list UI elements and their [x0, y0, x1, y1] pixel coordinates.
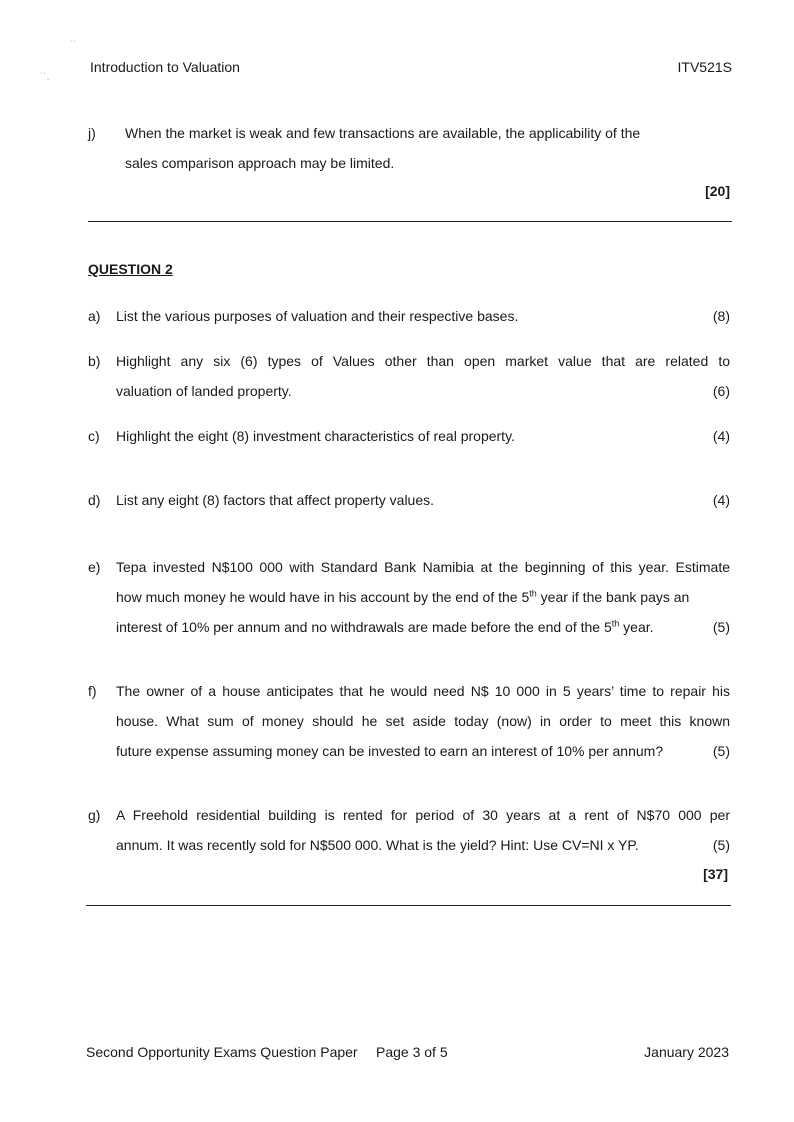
item-label: g): [88, 807, 101, 823]
question-2-total: [37]: [703, 866, 728, 882]
item-marks: (8): [712, 308, 730, 324]
item-label: e): [88, 559, 101, 575]
footer-date: January 2023: [644, 1044, 729, 1060]
item-text-line: A Freehold residential building is rented for period of 30 years at a rent of N$70 000 per: [116, 807, 730, 823]
item-label: f): [88, 683, 97, 699]
item-marks: (5): [712, 743, 730, 759]
scan-speck: ˙˙: [70, 40, 77, 51]
item-text-line: List the various purposes of valuation and their respective bases.: [116, 308, 519, 324]
item-text-line: interest of 10% per annum and no withdrawals are made before the end of the 5th year.: [116, 618, 654, 635]
item-text-line: house. What sum of money should he set aside today (now) in order to meet this known: [116, 713, 730, 729]
item-marks: (5): [712, 837, 730, 853]
item-label: b): [88, 353, 101, 369]
course-title: Introduction to Valuation: [90, 59, 240, 75]
item-text-line: Highlight the eight (8) investment characteristics of real property.: [116, 428, 515, 444]
section-divider: [88, 221, 732, 222]
item-text-line: how much money he would have in his account by the end of the 5th year if the bank pays an: [116, 588, 690, 605]
section-divider: [86, 905, 731, 906]
item-text-line: future expense assuming money can be invested to earn an interest of 10% per annum?: [116, 743, 664, 759]
item-text-line: sales comparison approach may be limited.: [125, 155, 395, 171]
item-marks: (4): [712, 492, 730, 508]
item-text-line: Tepa invested N$100 000 with Standard Bank Namibia at the beginning of this year. Estimate: [116, 559, 730, 575]
item-marks: (4): [712, 428, 730, 444]
item-text-line: Highlight any six (6) types of Values other than open market value that are related to: [116, 353, 730, 369]
scan-speck: ˙˙.: [40, 72, 50, 83]
footer-page-number: Page 3 of 5: [376, 1044, 448, 1060]
footer-exam-title: Second Opportunity Exams Question Paper: [86, 1044, 358, 1060]
item-label: d): [88, 492, 101, 508]
item-label: c): [88, 428, 100, 444]
item-text-line: valuation of landed property.: [116, 383, 292, 399]
question-1-total: [20]: [705, 183, 730, 199]
item-text-line: The owner of a house anticipates that he would need N$ 10 000 in 5 years’ time to repair his: [116, 683, 730, 699]
item-text-line: When the market is weak and few transactions are available, the applicability of the: [125, 125, 641, 141]
question-2-heading: QUESTION 2: [88, 261, 173, 277]
item-marks: (6): [712, 383, 730, 399]
item-text-line: List any eight (8) factors that affect property values.: [116, 492, 435, 508]
item-marks: (5): [712, 619, 730, 635]
item-text-line: annum. It was recently sold for N$500 000. What is the yield? Hint: Use CV=NI x YP.: [116, 837, 639, 853]
course-code: ITV521S: [677, 59, 732, 75]
item-label: a): [88, 308, 101, 324]
item-label: j): [88, 125, 96, 141]
